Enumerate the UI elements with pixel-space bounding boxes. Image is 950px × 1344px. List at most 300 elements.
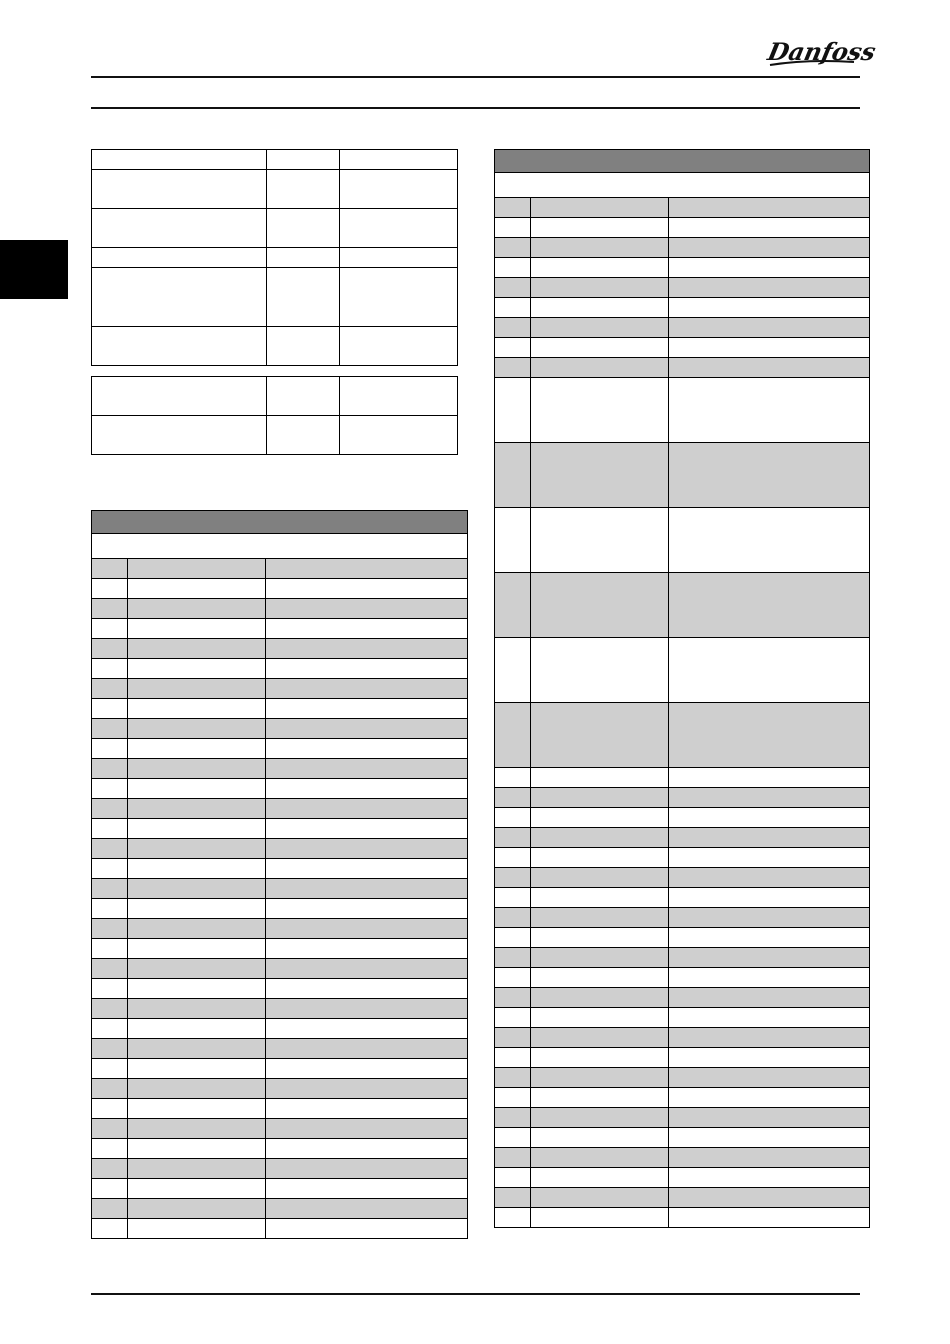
chapter-tab [0, 240, 68, 299]
table-cell [266, 599, 468, 619]
table-cell [531, 573, 669, 638]
table-cell [669, 828, 870, 848]
table-title-bar [495, 150, 870, 173]
table-cell [92, 939, 128, 959]
table-row [92, 1039, 468, 1059]
svg-text:Danfoss: Danfoss [765, 37, 879, 66]
table-cell [495, 928, 531, 948]
table-cell [669, 928, 870, 948]
table-cell [495, 338, 531, 358]
table-cell [495, 378, 531, 443]
table-cell [92, 1139, 128, 1159]
table-row [92, 979, 468, 999]
table-cell [669, 908, 870, 928]
table-cell [266, 679, 468, 699]
table-cell [669, 1108, 870, 1128]
table-cell [128, 639, 266, 659]
table-row [92, 1019, 468, 1039]
table-row [92, 999, 468, 1019]
table-row [92, 416, 458, 455]
table-cell [669, 1068, 870, 1088]
table-cell [669, 298, 870, 318]
table-cell [128, 839, 266, 859]
table-row [495, 198, 870, 218]
table-cell [266, 1159, 468, 1179]
table-row [92, 579, 468, 599]
table-row [92, 377, 458, 416]
table-cell [669, 278, 870, 298]
table-cell [495, 988, 531, 1008]
table-row [495, 443, 870, 508]
table-cell [266, 1039, 468, 1059]
table-cell [669, 1008, 870, 1028]
table-cell [128, 579, 266, 599]
table-row [495, 638, 870, 703]
table-cell [531, 508, 669, 573]
table-cell [495, 1188, 531, 1208]
table-cell [92, 1159, 128, 1179]
table-cell [128, 699, 266, 719]
table-cell [92, 1119, 128, 1139]
table-cell [266, 799, 468, 819]
table-row [495, 378, 870, 443]
table-cell [266, 999, 468, 1019]
table-row [495, 298, 870, 318]
table-cell [531, 338, 669, 358]
table-cell [92, 999, 128, 1019]
table-separator [92, 366, 458, 377]
table-row [92, 559, 468, 579]
table-cell [531, 703, 669, 768]
table-row [92, 839, 468, 859]
table-cell [531, 218, 669, 238]
table-row [495, 928, 870, 948]
table-cell [531, 768, 669, 788]
table-row [495, 1188, 870, 1208]
table-cell [266, 779, 468, 799]
table-cell [495, 848, 531, 868]
table-cell [669, 573, 870, 638]
table-cell [92, 819, 128, 839]
table-cell [92, 899, 128, 919]
table-cell [128, 799, 266, 819]
table-cell [128, 999, 266, 1019]
table-cell [531, 1088, 669, 1108]
table-cell [669, 198, 870, 218]
table-cell [92, 719, 128, 739]
table-cell [266, 959, 468, 979]
table-cell [266, 659, 468, 679]
table-cell [531, 848, 669, 868]
table-cell [266, 879, 468, 899]
table-cell [128, 979, 266, 999]
danfoss-logo [765, 34, 879, 70]
table-row [495, 258, 870, 278]
table-cell [531, 198, 669, 218]
table-cell [669, 638, 870, 703]
table-cell [92, 1079, 128, 1099]
table-cell [495, 258, 531, 278]
table-cell [266, 1079, 468, 1099]
table-cell [128, 759, 266, 779]
table-cell [128, 1039, 266, 1059]
table-cell [531, 1068, 669, 1088]
table-cell [92, 579, 128, 599]
footer-rule [91, 1293, 860, 1295]
table-cell [266, 619, 468, 639]
table-row [495, 278, 870, 298]
table-row [495, 358, 870, 378]
table-cell [92, 559, 128, 579]
table-cell [495, 1108, 531, 1128]
table-cell [531, 828, 669, 848]
table-cell [495, 638, 531, 703]
table-cell [266, 739, 468, 759]
table-cell [495, 948, 531, 968]
table-cell [495, 1028, 531, 1048]
table-row [92, 619, 468, 639]
table-row [92, 1139, 468, 1159]
table-cell [531, 1148, 669, 1168]
table-cell [669, 1208, 870, 1228]
table-cell [669, 358, 870, 378]
table-row [92, 819, 468, 839]
table-cell [128, 779, 266, 799]
table-cell [531, 1008, 669, 1028]
table-cell [531, 378, 669, 443]
table-cell [128, 659, 266, 679]
table-cell [92, 1199, 128, 1219]
table-cell [495, 443, 531, 508]
table-cell [266, 839, 468, 859]
table-subtitle-row [495, 173, 870, 198]
header-rule-top [91, 76, 860, 78]
table-row [92, 1059, 468, 1079]
table-cell [531, 868, 669, 888]
table-cell [495, 908, 531, 928]
table-cell [531, 298, 669, 318]
table-cell [531, 318, 669, 338]
table-row [92, 879, 468, 899]
table-row [495, 703, 870, 768]
table-row [495, 808, 870, 828]
table-row [92, 939, 468, 959]
table-cell [92, 1179, 128, 1199]
table-cell [92, 859, 128, 879]
table-cell [92, 739, 128, 759]
table-cell [669, 1028, 870, 1048]
table-cell [669, 703, 870, 768]
table-cell [92, 1019, 128, 1039]
table-cell [92, 1039, 128, 1059]
table-cell [128, 1139, 266, 1159]
table-cell [531, 808, 669, 828]
table-cell [92, 619, 128, 639]
table-cell [531, 1128, 669, 1148]
table-row [495, 948, 870, 968]
table-cell [495, 278, 531, 298]
table-cell [669, 848, 870, 868]
table-cell [266, 1119, 468, 1139]
table-cell [495, 1088, 531, 1108]
table-row [92, 659, 468, 679]
table-cell [128, 1099, 266, 1119]
table-cell [531, 1028, 669, 1048]
table-cell [531, 358, 669, 378]
table-cell [92, 1219, 128, 1239]
table-cell [266, 579, 468, 599]
table-cell [92, 959, 128, 979]
table-cell [266, 979, 468, 999]
table-cell [266, 899, 468, 919]
table-cell [669, 968, 870, 988]
table-cell [495, 1128, 531, 1148]
table-cell [495, 218, 531, 238]
table-row [495, 1008, 870, 1028]
table-cell [669, 808, 870, 828]
table-row [495, 1168, 870, 1188]
table-cell [92, 639, 128, 659]
table-cell [495, 868, 531, 888]
table-cell [128, 939, 266, 959]
header-rule-bottom [91, 107, 860, 109]
table-cell [531, 238, 669, 258]
table-cell [495, 198, 531, 218]
table-cell [495, 808, 531, 828]
table-cell [266, 859, 468, 879]
table-row [495, 1068, 870, 1088]
table-cell [669, 1168, 870, 1188]
table-cell [266, 1199, 468, 1219]
table-cell [266, 939, 468, 959]
table-cell [128, 899, 266, 919]
table-cell [669, 868, 870, 888]
table-cell [669, 948, 870, 968]
table-cell [495, 968, 531, 988]
table-cell [128, 679, 266, 699]
table-cell [128, 559, 266, 579]
table-cell [128, 1219, 266, 1239]
table-row [92, 919, 468, 939]
table-row [92, 599, 468, 619]
table-cell [128, 1059, 266, 1079]
table-row [92, 639, 468, 659]
table-cell [531, 443, 669, 508]
table-cell [92, 919, 128, 939]
table-cell [669, 1088, 870, 1108]
table-cell [128, 1119, 266, 1139]
table-cell [128, 1179, 266, 1199]
table-row [495, 828, 870, 848]
table-row [92, 248, 458, 268]
table-row [92, 1199, 468, 1219]
table-cell [669, 1048, 870, 1068]
table-row [495, 1108, 870, 1128]
table-cell [669, 443, 870, 508]
table-row [495, 1128, 870, 1148]
table-cell [531, 1188, 669, 1208]
table-cell [266, 1179, 468, 1199]
table-cell [669, 1188, 870, 1208]
table-row [495, 768, 870, 788]
table-cell [531, 1108, 669, 1128]
table-row [92, 1079, 468, 1099]
table-cell [495, 573, 531, 638]
table-cell [531, 968, 669, 988]
table-cell [266, 1099, 468, 1119]
table-cell [495, 768, 531, 788]
table-cell [495, 788, 531, 808]
table-cell [531, 638, 669, 703]
table-cell [531, 908, 669, 928]
table-cell [495, 1148, 531, 1168]
table-row [495, 848, 870, 868]
table-cell [92, 759, 128, 779]
table-cell [266, 919, 468, 939]
table-row [92, 170, 458, 209]
table-cell [669, 988, 870, 1008]
table-row [92, 1179, 468, 1199]
table-row [495, 788, 870, 808]
table-row [495, 218, 870, 238]
table-row [495, 1208, 870, 1228]
table-row [495, 868, 870, 888]
table-cell [92, 979, 128, 999]
table-cell [495, 828, 531, 848]
table-cell [669, 508, 870, 573]
table-title-bar [92, 511, 468, 534]
table-row [495, 968, 870, 988]
table-cell [669, 338, 870, 358]
table-row [495, 1028, 870, 1048]
table-cell [531, 1168, 669, 1188]
table-cell [266, 819, 468, 839]
table-row [92, 1119, 468, 1139]
table-row [495, 908, 870, 928]
table-row [92, 1159, 468, 1179]
table-cell [495, 508, 531, 573]
table-cell [495, 1068, 531, 1088]
table-row [495, 1048, 870, 1068]
table-cell [531, 1208, 669, 1228]
table-row [92, 1219, 468, 1239]
table-cell [495, 1048, 531, 1068]
table-row [92, 739, 468, 759]
table-cell [531, 258, 669, 278]
table-cell [495, 1168, 531, 1188]
table-cell [495, 888, 531, 908]
parameter-table-right [494, 149, 870, 1228]
table-row [495, 338, 870, 358]
table-row [92, 719, 468, 739]
table-row [92, 959, 468, 979]
table-cell [266, 1139, 468, 1159]
table-cell [531, 928, 669, 948]
table-row [495, 1148, 870, 1168]
table-cell [495, 318, 531, 338]
table-row [495, 508, 870, 573]
table-row [495, 888, 870, 908]
table-cell [669, 218, 870, 238]
table-cell [669, 888, 870, 908]
table-cell [669, 258, 870, 278]
table-cell [128, 859, 266, 879]
table-cell [669, 788, 870, 808]
table-cell [128, 1159, 266, 1179]
table-cell [128, 959, 266, 979]
table-cell [669, 238, 870, 258]
table-subtitle-row [92, 534, 468, 559]
table-cell [92, 779, 128, 799]
table-cell [128, 1019, 266, 1039]
table-cell [92, 1059, 128, 1079]
table-row [92, 150, 458, 170]
table-cell [669, 378, 870, 443]
table-row [92, 679, 468, 699]
table-cell [531, 1048, 669, 1068]
table-cell [128, 819, 266, 839]
table-cell [495, 358, 531, 378]
table-cell [128, 1199, 266, 1219]
table-cell [92, 1099, 128, 1119]
table-cell [92, 879, 128, 899]
table-cell [266, 719, 468, 739]
table-cell [495, 238, 531, 258]
table-cell [128, 739, 266, 759]
table-row [92, 759, 468, 779]
table-cell [92, 679, 128, 699]
table-row [495, 318, 870, 338]
table-row [495, 238, 870, 258]
table-cell [266, 699, 468, 719]
table-row [495, 988, 870, 1008]
table-row [92, 1099, 468, 1119]
table-cell [92, 839, 128, 859]
table-row [92, 699, 468, 719]
parameter-table-top [91, 149, 458, 455]
table-row [92, 268, 458, 327]
table-row [92, 779, 468, 799]
table-cell [531, 988, 669, 1008]
table-cell [669, 318, 870, 338]
table-cell [92, 659, 128, 679]
table-cell [669, 1128, 870, 1148]
table-cell [495, 1008, 531, 1028]
table-row [495, 1088, 870, 1108]
table-cell [92, 799, 128, 819]
table-cell [669, 1148, 870, 1168]
table-cell [128, 879, 266, 899]
table-cell [128, 1079, 266, 1099]
table-cell [266, 639, 468, 659]
table-cell [266, 759, 468, 779]
table-row [92, 859, 468, 879]
table-cell [266, 559, 468, 579]
table-cell [266, 1219, 468, 1239]
table-cell [531, 278, 669, 298]
table-cell [531, 948, 669, 968]
table-cell [495, 703, 531, 768]
table-cell [495, 298, 531, 318]
table-cell [128, 619, 266, 639]
table-row [92, 209, 458, 248]
table-row [92, 327, 458, 366]
table-cell [128, 719, 266, 739]
table-cell [531, 788, 669, 808]
table-cell [128, 919, 266, 939]
table-row [495, 573, 870, 638]
table-cell [92, 699, 128, 719]
